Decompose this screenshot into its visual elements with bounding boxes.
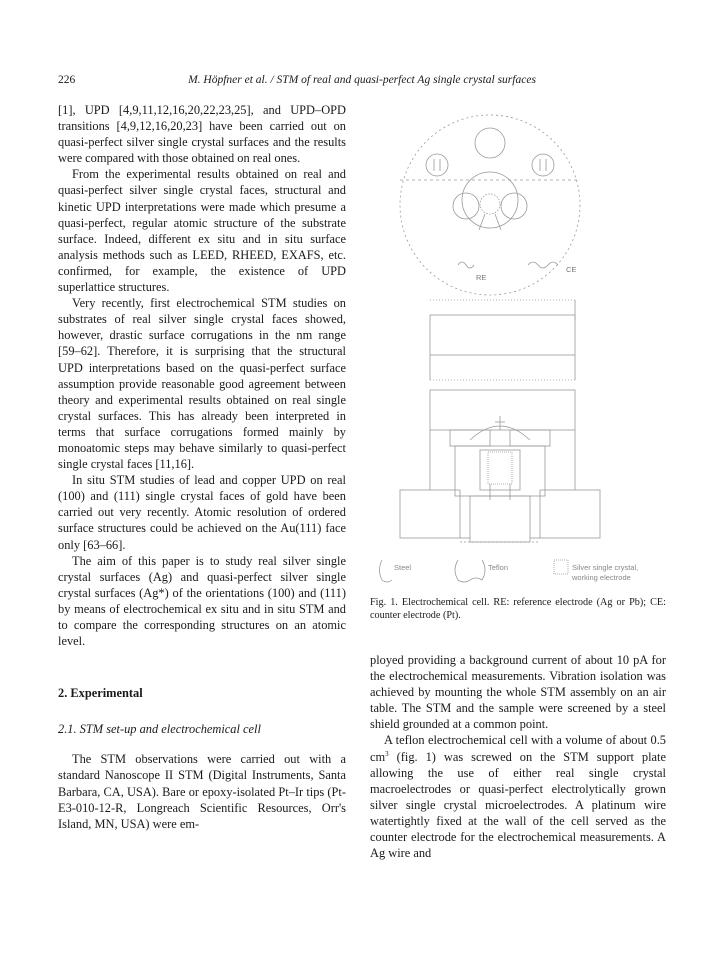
page-number: 226: [58, 74, 76, 86]
legend-teflon: Teflon: [488, 563, 509, 572]
cell-outline-top-view: [400, 115, 580, 295]
working-electrode-section: [488, 452, 512, 484]
paragraph: [1], UPD [4,9,11,12,16,20,22,23,25], and UPD–OPD transitions [4,9,12,16,20,23] have been carried out on quasi-perfect silver single crystal surfaces and the results were compared with those obtained on real ones.: [58, 103, 346, 166]
legend-steel: Steel: [394, 563, 412, 572]
paragraph: The STM observations were carried out with a standard Nanoscope II STM (Digital Instruments, Santa Barbara, CA, USA). Bare or epoxy-isolated Pt–Ir tips (Pt-E3-010-12-R, Longreach Scientific Resources, Orr's Island, MN, USA) were em-: [58, 752, 346, 831]
paragraph: Very recently, first electrochemical STM studies on substrates of real silver single crystal faces showed, however, drastic surface corrugations in the nm range [59–62]. Therefore, it is surprising that the structural UPD interpretations based on the quasi-perfect surface assumption provide reasonable good agreement between theory and experimental results obtained on real single crystal surfaces. This has already been interpreted in terms that surface corrugations formed mainly by monoatomic steps may behave similarly to quasi-perfect single crystal faces [11,16].: [58, 296, 346, 472]
working-electrode-top: [480, 194, 500, 214]
subsection-heading: 2.1. STM set-up and electrochemical cell: [58, 722, 261, 737]
left-column: [58, 102, 346, 832]
paragraph: [370, 732, 666, 861]
right-column: [370, 652, 666, 861]
paragraph: From the experimental results obtained on real and quasi-perfect silver single crystal faces, structural and kinetic UPD interpretations were made which presume a quasi-perfect, regular atomic structure of the substrate surface. Indeed, different ex situ and in situ surface analysis methods such as LEED, RHEED, EXAFS, etc. confirmed, for example, the existence of UPD superlattice structures.: [58, 167, 346, 295]
figure-electrochemical-cell: [370, 100, 666, 620]
superscript: 3: [385, 749, 389, 758]
paragraph: In situ STM studies of lead and copper UPD on real (100) and (111) single crystal faces of gold have been carried out very recently. Atomic resolution of ordered surface structures could be achieved on the Au(111) face only [63–66].: [58, 473, 346, 552]
legend-silver-line1: Silver single crystal,: [572, 563, 639, 572]
paragraph-text: (fig. 1) was screwed on the STM support plate allowing the use of either real single crystal macroelectrodes or quasi-perfect electrolytically grown silver single crystal microelectrodes. A platinum wire watertightly fixed at the wall of the cell served as the counter electrode for the electrochemical measurements. A Ag wire and: [370, 749, 666, 861]
legend-silver-line2: working electrode: [572, 573, 631, 582]
section-heading: 2. Experimental: [58, 686, 143, 701]
figure-caption: Fig. 1. Electrochemical cell. RE: reference electrode (Ag or Pb); CE: counter electrode (Pt).: [370, 597, 666, 621]
paragraph-text: A teflon electrochemical cell with a volume of about 0.5 cm: [370, 733, 666, 764]
paragraph: The aim of this paper is to study real silver single crystal surfaces (Ag) and quasi-perfect silver single crystal surfaces (Ag*) of the orientations (100) and (111) by means of electrochemical ex situ and in situ STM and to compare the corresponding structures on an atomic level.: [58, 553, 346, 649]
label-ce: CE: [566, 265, 577, 274]
running-head: M. Höpfner et al. / STM of real and quasi-perfect Ag single crystal surfaces: [188, 74, 536, 86]
paragraph: ployed providing a background current of about 10 pA for the electrochemical measurements. Vibration isolation was achieved by mounting the whole STM assembly on an air table. The STM and the sample were screened by a steel shield grounded at a common point.: [370, 653, 666, 732]
page-header: [58, 74, 666, 90]
label-re: RE: [476, 273, 487, 282]
cell-diagram: [370, 100, 666, 590]
